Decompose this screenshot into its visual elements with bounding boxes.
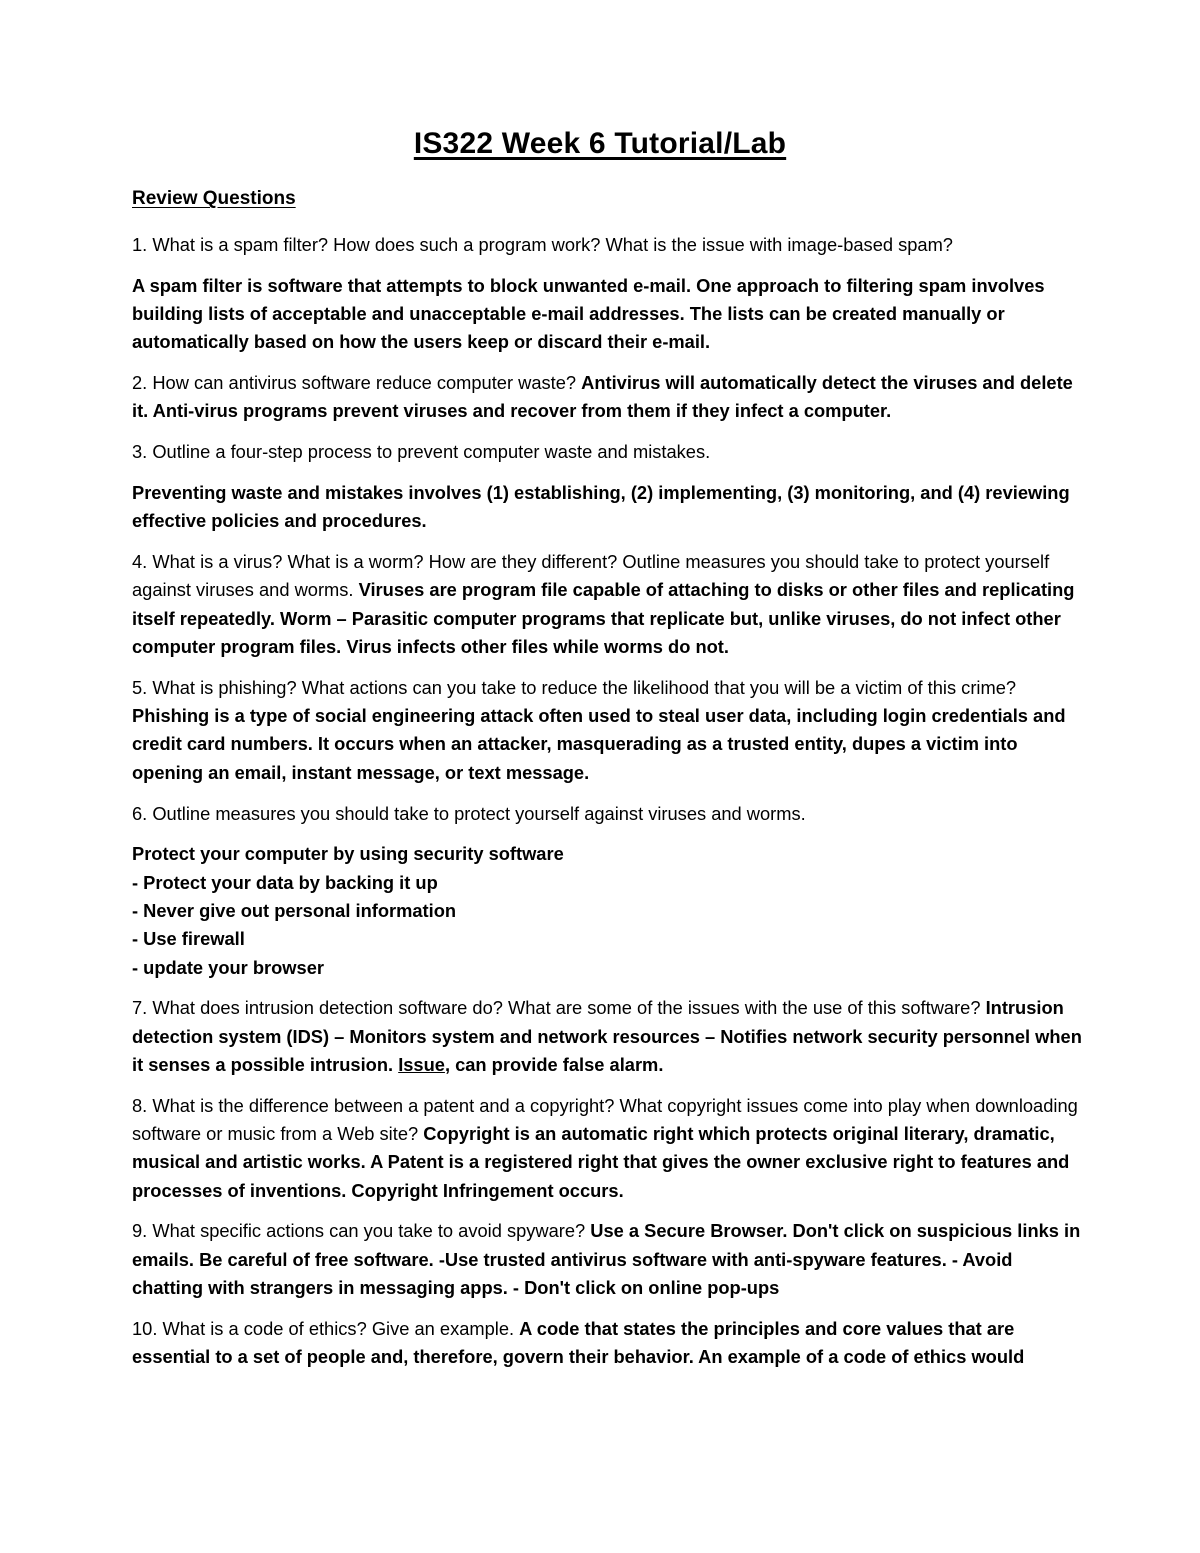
- answer-text: Viruses are program file capable of attaching to disks or other files and replicating itself repeatedly. Worm – Parasitic computer programs that replicate but, unlike viruses, do not infect other computer program files. Virus infects other files while worms do not.: [132, 579, 1075, 658]
- answer-text: A code that states the principles and core values that are essential to a set of people and, therefore, govern their behavior. An example of a code of ethics would: [132, 1317, 1025, 1368]
- question-text: 4. What is a virus? What is a worm? How are they different? Outline measures you should take to protect yourself against viruses and worms.: [132, 551, 1050, 601]
- answer-1: [132, 272, 1082, 357]
- question-6: [132, 800, 1082, 828]
- answer-line: - Protect your data by backing it up: [132, 871, 438, 893]
- question-4: [132, 548, 1082, 661]
- answer-text: , can provide false alarm.: [444, 1053, 664, 1075]
- question-text: 7. What does intrusion detection software do? What are some of the issues with the use of this software?: [132, 997, 981, 1019]
- question-10: [132, 1315, 1082, 1372]
- question-2: [132, 369, 1082, 426]
- question-text: 6. Outline measures you should take to protect yourself against viruses and worms.: [132, 802, 806, 824]
- answer-text: Copyright is an automatic right which protects original literary, dramatic, musical and artistic works. A Patent is a registered right that gives the owner exclusive right to features and processes of inventions. Copyright Infringement occurs.: [132, 1123, 1070, 1201]
- question-text: 9. What specific actions can you take to avoid spyware?: [132, 1220, 586, 1242]
- question-9: [132, 1217, 1082, 1302]
- question-text: 3. Outline a four-step process to prevent computer waste and mistakes.: [132, 441, 711, 463]
- question-1: [132, 231, 1082, 259]
- answer-issue-underlined: Issue: [398, 1053, 445, 1075]
- answer-text: Use a Secure Browser. Don't click on suspicious links in emails. Be careful of free software. -Use trusted antivirus software with anti-spyware features. - Avoid chatting with strangers in messaging apps. - Don't click on online pop-ups: [132, 1220, 1081, 1298]
- answer-text: Preventing waste and mistakes involves (1) establishing, (2) implementing, (3) monitoring, and (4) reviewing effective policies and procedures.: [132, 482, 1070, 532]
- page-title: IS322 Week 6 Tutorial/Lab: [413, 127, 787, 160]
- answer-text: A spam filter is software that attempts to block unwanted e-mail. One approach to filtering spam involves building lists of acceptable and unacceptable e-mail addresses. The lists can be created manually or automatically based on how the users keep or discard their e-mail.: [132, 274, 1045, 353]
- question-8: [132, 1092, 1082, 1205]
- question-text: 8. What is the difference between a patent and a copyright? What copyright issues come into play when downloading software or music from a Web site?: [132, 1094, 1078, 1145]
- answer-text: Antivirus will automatically detect the viruses and delete it. Anti-virus programs prevent viruses and recover from them if they infect a computer.: [132, 372, 1073, 422]
- document-body: [132, 231, 1082, 1371]
- answer-6-list: [132, 840, 1082, 981]
- question-text: 2. How can antivirus software reduce computer waste?: [132, 372, 577, 394]
- answer-line: Protect your computer by using security software: [132, 843, 564, 865]
- question-5: [132, 674, 1082, 787]
- question-text: 1. What is a spam filter? How does such a program work? What is the issue with image-based spam?: [132, 234, 953, 255]
- question-text: 10. What is a code of ethics? Give an example.: [132, 1317, 515, 1339]
- question-3: [132, 438, 1082, 466]
- question-text: 5. What is phishing? What actions can you take to reduce the likelihood that you will be a victim of this crime?: [132, 676, 1017, 698]
- answer-text: Phishing is a type of social engineering attack often used to steal user data, including login credentials and credit card numbers. It occurs when an attacker, masquerading as a trusted entity, dupes a victim into opening an email, instant message, or text message.: [132, 705, 1066, 783]
- answer-text: Intrusion detection system (IDS) – Monitors system and network resources – Notifies network security personnel when it senses a possible intrusion.: [132, 997, 1082, 1075]
- question-7: [132, 994, 1082, 1079]
- answer-line: - Use firewall: [132, 928, 245, 950]
- answer-line: - Never give out personal information: [132, 899, 457, 921]
- answer-line: - update your browser: [132, 956, 324, 978]
- answer-3: [132, 479, 1082, 536]
- section-heading: Review Questions: [132, 188, 296, 209]
